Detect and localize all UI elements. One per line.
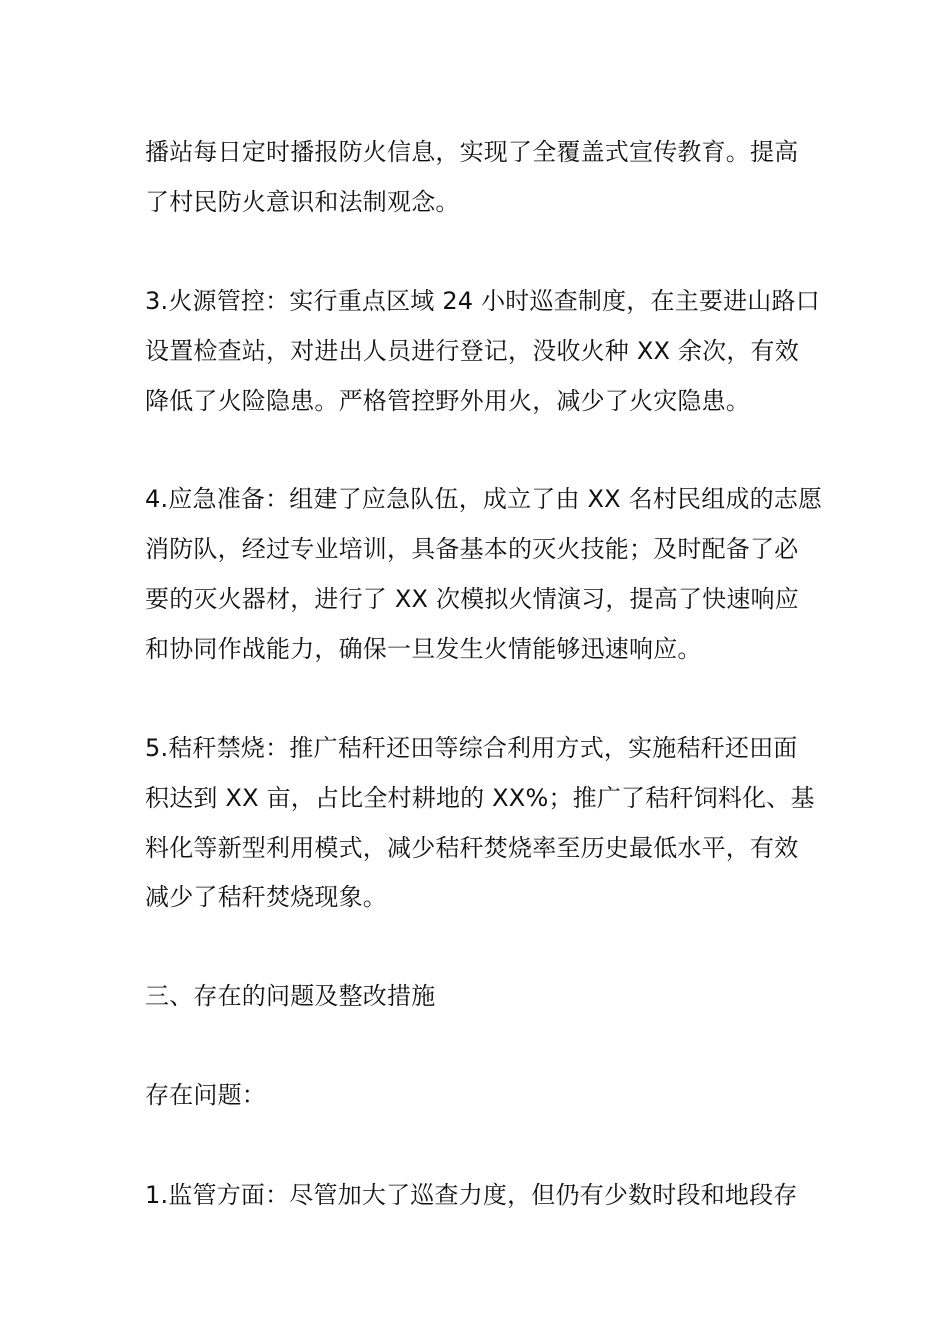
section-4-line: 和协同作战能力，确保一旦发生火情能够迅速响应。 xyxy=(145,635,702,663)
paragraph-line: 播站每日定时播报防火信息，实现了全覆盖式宣传教育。提高 xyxy=(145,138,799,166)
section-4-line: 4.应急准备：组建了应急队伍，成立了由 XX 名村民组成的志愿 xyxy=(145,485,823,513)
section-5-line: 5.秸秆禁烧：推广秸秆还田等综合利用方式，实施秸秆还田面 xyxy=(145,734,798,762)
section-5-line: 料化等新型利用模式，减少秸秆焚烧率至历史最低水平，有效 xyxy=(145,834,799,862)
paragraph-line: 了村民防火意识和法制观念。 xyxy=(145,188,460,216)
section-4-line: 要的灭火器材，进行了 XX 次模拟火情演习，提高了快速响应 xyxy=(145,585,799,613)
section-5-line: 减少了秸秆焚烧现象。 xyxy=(145,883,387,911)
section-3-line: 3.火源管控：实行重点区域 24 小时巡查制度，在主要进山路口 xyxy=(145,287,820,315)
section-3-line: 降低了火险隐患。严格管控野外用火，减少了火灾隐患。 xyxy=(145,387,750,415)
section-4-line: 消防队，经过专业培训，具备基本的灭火技能；及时配备了必 xyxy=(145,535,799,563)
section-5-line: 积达到 XX 亩，占比全村耕地的 XX%；推广了秸秆饲料化、基 xyxy=(145,784,815,812)
problem-1-line: 1.监管方面：尽管加大了巡查力度，但仍有少数时段和地段存 xyxy=(145,1181,798,1209)
section-3-line: 设置检查站，对进出人员进行登记，没收火种 XX 余次，有效 xyxy=(145,337,799,365)
section-heading: 三、存在的问题及整改措施 xyxy=(145,982,436,1010)
subheading-problems: 存在问题： xyxy=(145,1081,266,1109)
